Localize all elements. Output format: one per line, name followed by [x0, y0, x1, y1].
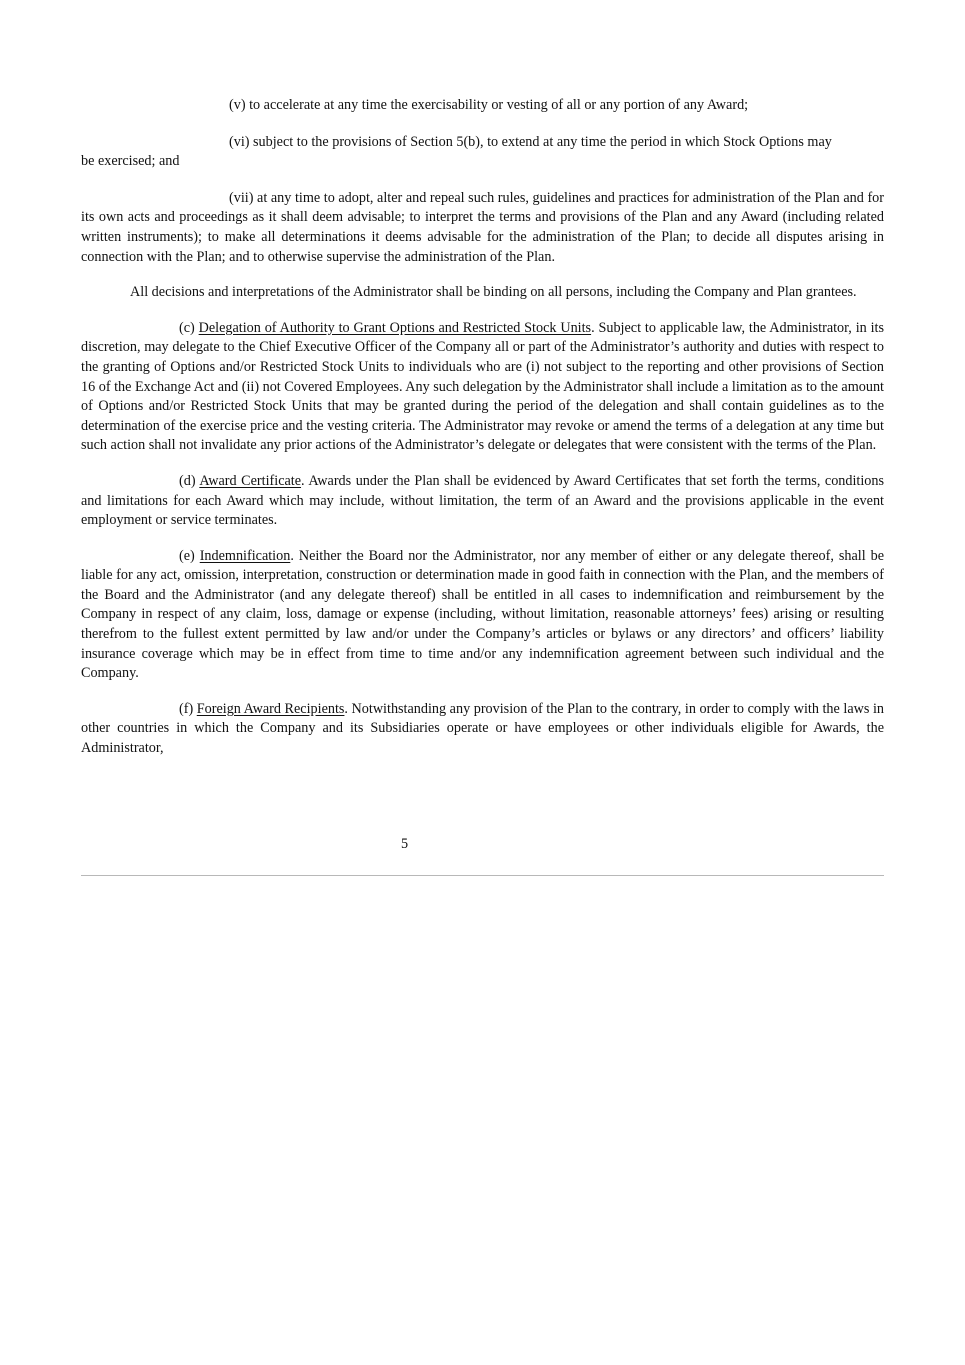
section-c-body: . Subject to applicable law, the Administrator, in its discretion, may delegate to the Chief Executive Officer of the Company all or part of the Administrator’s authority and duties with respect to the granting of Options and/or Restricted Stock Units to individuals who are (i) not subject to the reporting and other provisions of Section 16 of the Exchange Act and (ii) not Covered Employees. Any such delegation by the Administrator shall include a limitation as to the amount of Options and/or Restricted Stock Units that may be granted during the period of the delegation and shall contain guidelines as to the determination of the exercise price and the vesting criteria. The Administrator may revoke or amend the terms of a delegation at any time but such action shall not invalidate any prior actions of the Administrator’s delegate or delegates that were consistent with the terms of the Plan.: [81, 319, 885, 454]
paragraph-vii: (vii) at any time to adopt, alter and repeal such rules, guidelines and practices for administration of the Plan and for its own acts and proceedings as it shall deem advisable; to interpret the terms and provisions of the Plan and any Award (including related written instruments); to make all determinations it deems advisable for the administration of the Plan; to decide all disputes arising in connection with the Plan; and to otherwise supervise the administration of the Plan.: [81, 189, 884, 265]
section-d-label: (d): [179, 472, 196, 489]
section-c-delegation: [81, 319, 884, 456]
page-divider: [81, 875, 884, 876]
section-f-body: . Notwithstanding any provision of the Plan to the contrary, in order to comply with the laws in other countries in which the Company and its Subsidiaries operate or have employees or other individuals eligible for Awards, the Administrator,: [81, 700, 884, 757]
section-e-indemnification: [81, 547, 884, 684]
section-c-heading: Delegation of Authority to Grant Options and Restricted Stock Units: [198, 319, 592, 336]
section-f-foreign-award-recipients: [81, 700, 884, 759]
section-c-label: (c): [179, 319, 195, 336]
paragraph-vi: [81, 133, 884, 172]
section-f-label: (f): [179, 700, 194, 717]
section-e-heading: Indemnification: [199, 547, 291, 564]
section-f-heading: Foreign Award Recipients: [196, 700, 345, 717]
section-d-body: . Awards under the Plan shall be evidenced by Award Certificates that set forth the terms, conditions and limitations for each Award which may include, without limitation, the term of an Award and the provisions applicable in the event employment or service terminates.: [81, 472, 885, 529]
page-number: 5: [400, 836, 409, 852]
section-d-award-certificate: [81, 472, 884, 531]
paragraph-vi-tail: be exercised; and: [81, 153, 180, 170]
paragraph-v: (v) to accelerate at any time the exercisability or vesting of all or any portion of any Award;: [229, 97, 749, 113]
paragraph-all-decisions: All decisions and interpretations of the Administrator shall be binding on all persons, including the Company and Plan grantees.: [130, 284, 857, 301]
document-page: [81, 96, 884, 759]
paragraph-vi-main: (vi) subject to the provisions of Section 5(b), to extend at any time the period in which Stock Options may: [229, 133, 832, 150]
section-e-body: . Neither the Board nor the Administrator, nor any member of either or any delegate thereof, shall be liable for any act, omission, interpretation, construction or determination made in good faith in connection with the Plan, and the members of the Board and the Administrator (and any delegate thereof) shall be entitled in all cases to indemnification and reimbursement by the Company in respect of any claim, loss, damage or expense (including, without limitation, reasonable attorneys’ fees) arising or resulting therefrom to the fullest extent permitted by law and/or under the Company’s articles or bylaws or any directors’ and officers’ liability insurance coverage which may be in effect from time to time and/or any indemnification agreement between such individual and the Company.: [81, 547, 885, 682]
section-e-label: (e): [179, 547, 195, 564]
section-d-heading: Award Certificate: [199, 472, 302, 489]
